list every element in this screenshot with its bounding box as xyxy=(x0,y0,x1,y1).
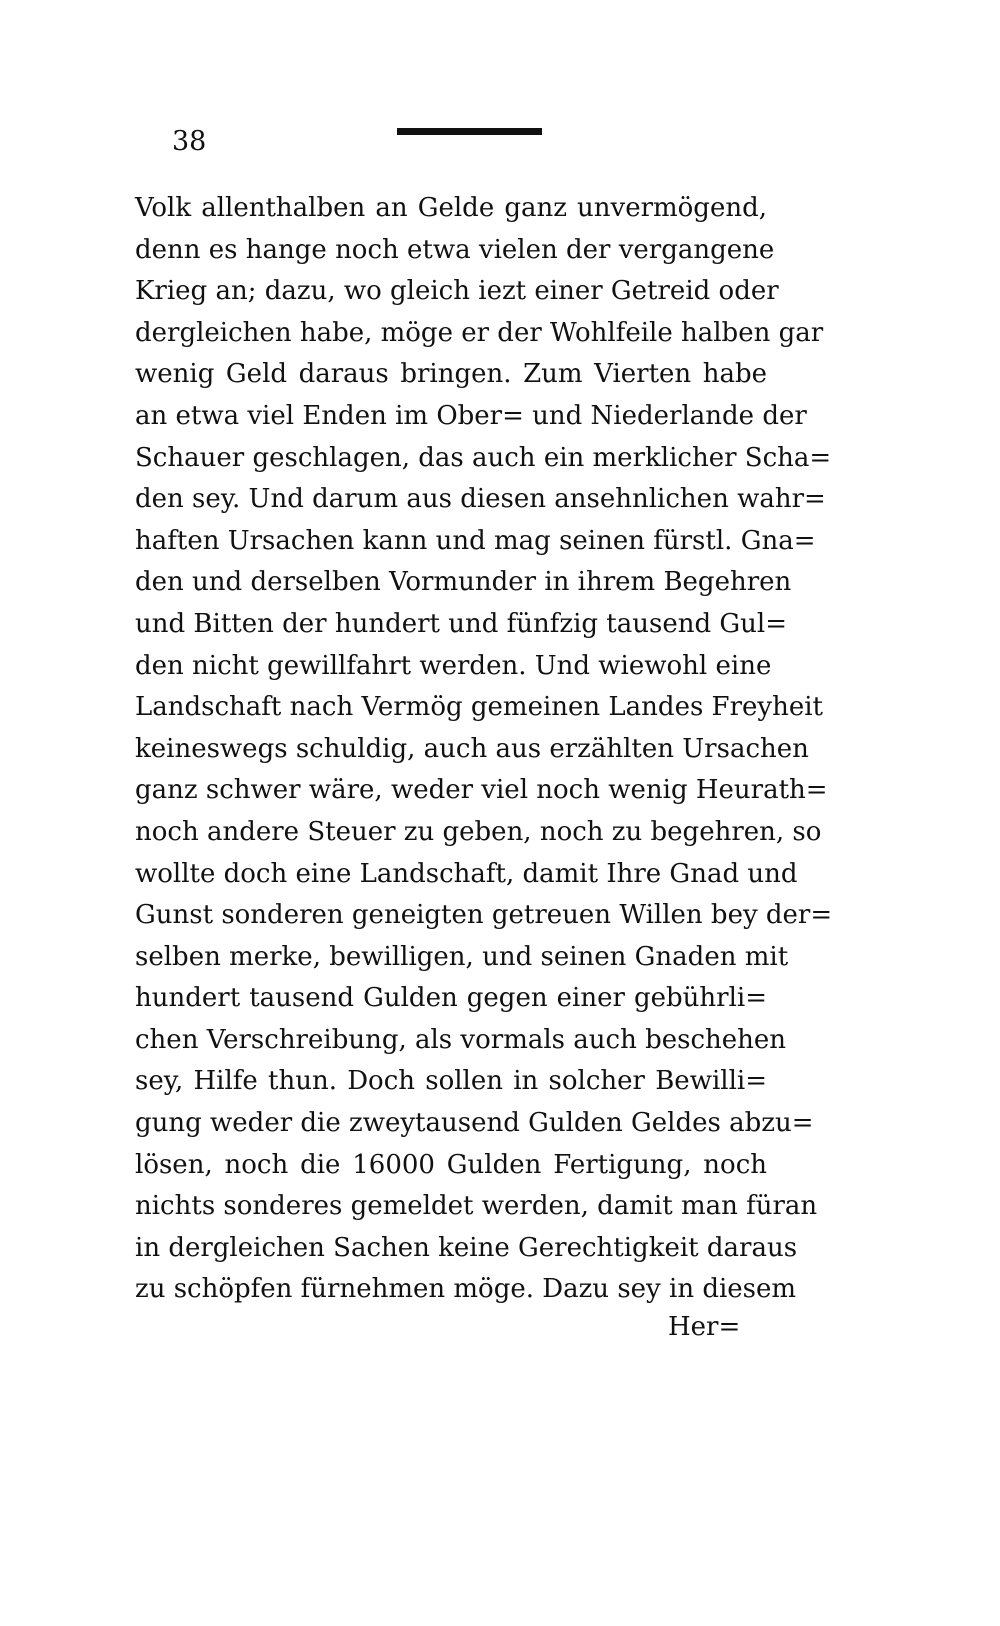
text-line: an etwa viel Enden im Ober= und Niederlande der xyxy=(135,400,807,431)
text-line: wollte doch eine Landschaft, damit Ihre Gnad und xyxy=(135,858,798,889)
text-line: selben merke, bewilligen, und seinen Gnaden mit xyxy=(135,941,789,972)
page-number: 38 xyxy=(172,126,207,157)
text-line: hundert tausend Gulden gegen einer gebührli= xyxy=(135,983,767,1014)
header-rule xyxy=(397,128,542,135)
text-line: den nicht gewillfahrt werden. Und wiewohl eine xyxy=(135,650,772,681)
body-text xyxy=(135,188,833,1311)
catchword: Her= xyxy=(668,1312,741,1342)
text-line: Krieg an; dazu, wo gleich iezt einer Getreid oder xyxy=(135,276,779,307)
text-line: lösen, noch die 16000 Gulden Fertigung, noch xyxy=(135,1149,767,1180)
text-line: sey, Hilfe thun. Doch sollen in solcher Bewilli= xyxy=(135,1066,767,1097)
text-line: noch andere Steuer zu geben, noch zu begehren, so xyxy=(135,816,822,847)
text-line: haften Ursachen kann und mag seinen fürstl. Gna= xyxy=(135,525,816,556)
text-line: Schauer geschlagen, das auch ein merklicher Scha= xyxy=(135,442,832,473)
text-line: keineswegs schuldig, auch aus erzählten Ursachen xyxy=(135,733,809,764)
text-line: nichts sonderes gemeldet werden, damit man füran xyxy=(135,1191,818,1222)
text-line: Volk allenthalben an Gelde ganz unvermögend, xyxy=(135,193,767,223)
text-line: Gunst sonderen geneigten getreuen Willen bey der= xyxy=(135,900,833,931)
text-line: dergleichen habe, möge er der Wohlfeile halben gar xyxy=(135,317,824,348)
text-line: zu schöpfen fürnehmen möge. Dazu sey in diesem xyxy=(135,1274,797,1305)
text-line: und Bitten der hundert und fünfzig tausend Gul= xyxy=(135,608,787,639)
text-line: denn es hange noch etwa vielen der vergangene xyxy=(135,234,775,265)
text-line: chen Verschreibung, als vormals auch beschehen xyxy=(135,1024,787,1055)
text-line: Landschaft nach Vermög gemeinen Landes Freyheit xyxy=(135,692,823,723)
text-line: in dergleichen Sachen keine Gerechtigkeit daraus xyxy=(135,1232,798,1263)
text-line: den sey. Und darum aus diesen ansehnlichen wahr= xyxy=(135,484,826,515)
text-line: wenig Geld daraus bringen. Zum Vierten habe xyxy=(135,359,767,390)
text-line: ganz schwer wäre, weder viel noch wenig Heurath= xyxy=(135,775,828,806)
text-line: den und derselben Vormunder in ihrem Begehren xyxy=(135,567,792,598)
text-line: gung weder die zweytausend Gulden Geldes abzu= xyxy=(135,1108,814,1139)
